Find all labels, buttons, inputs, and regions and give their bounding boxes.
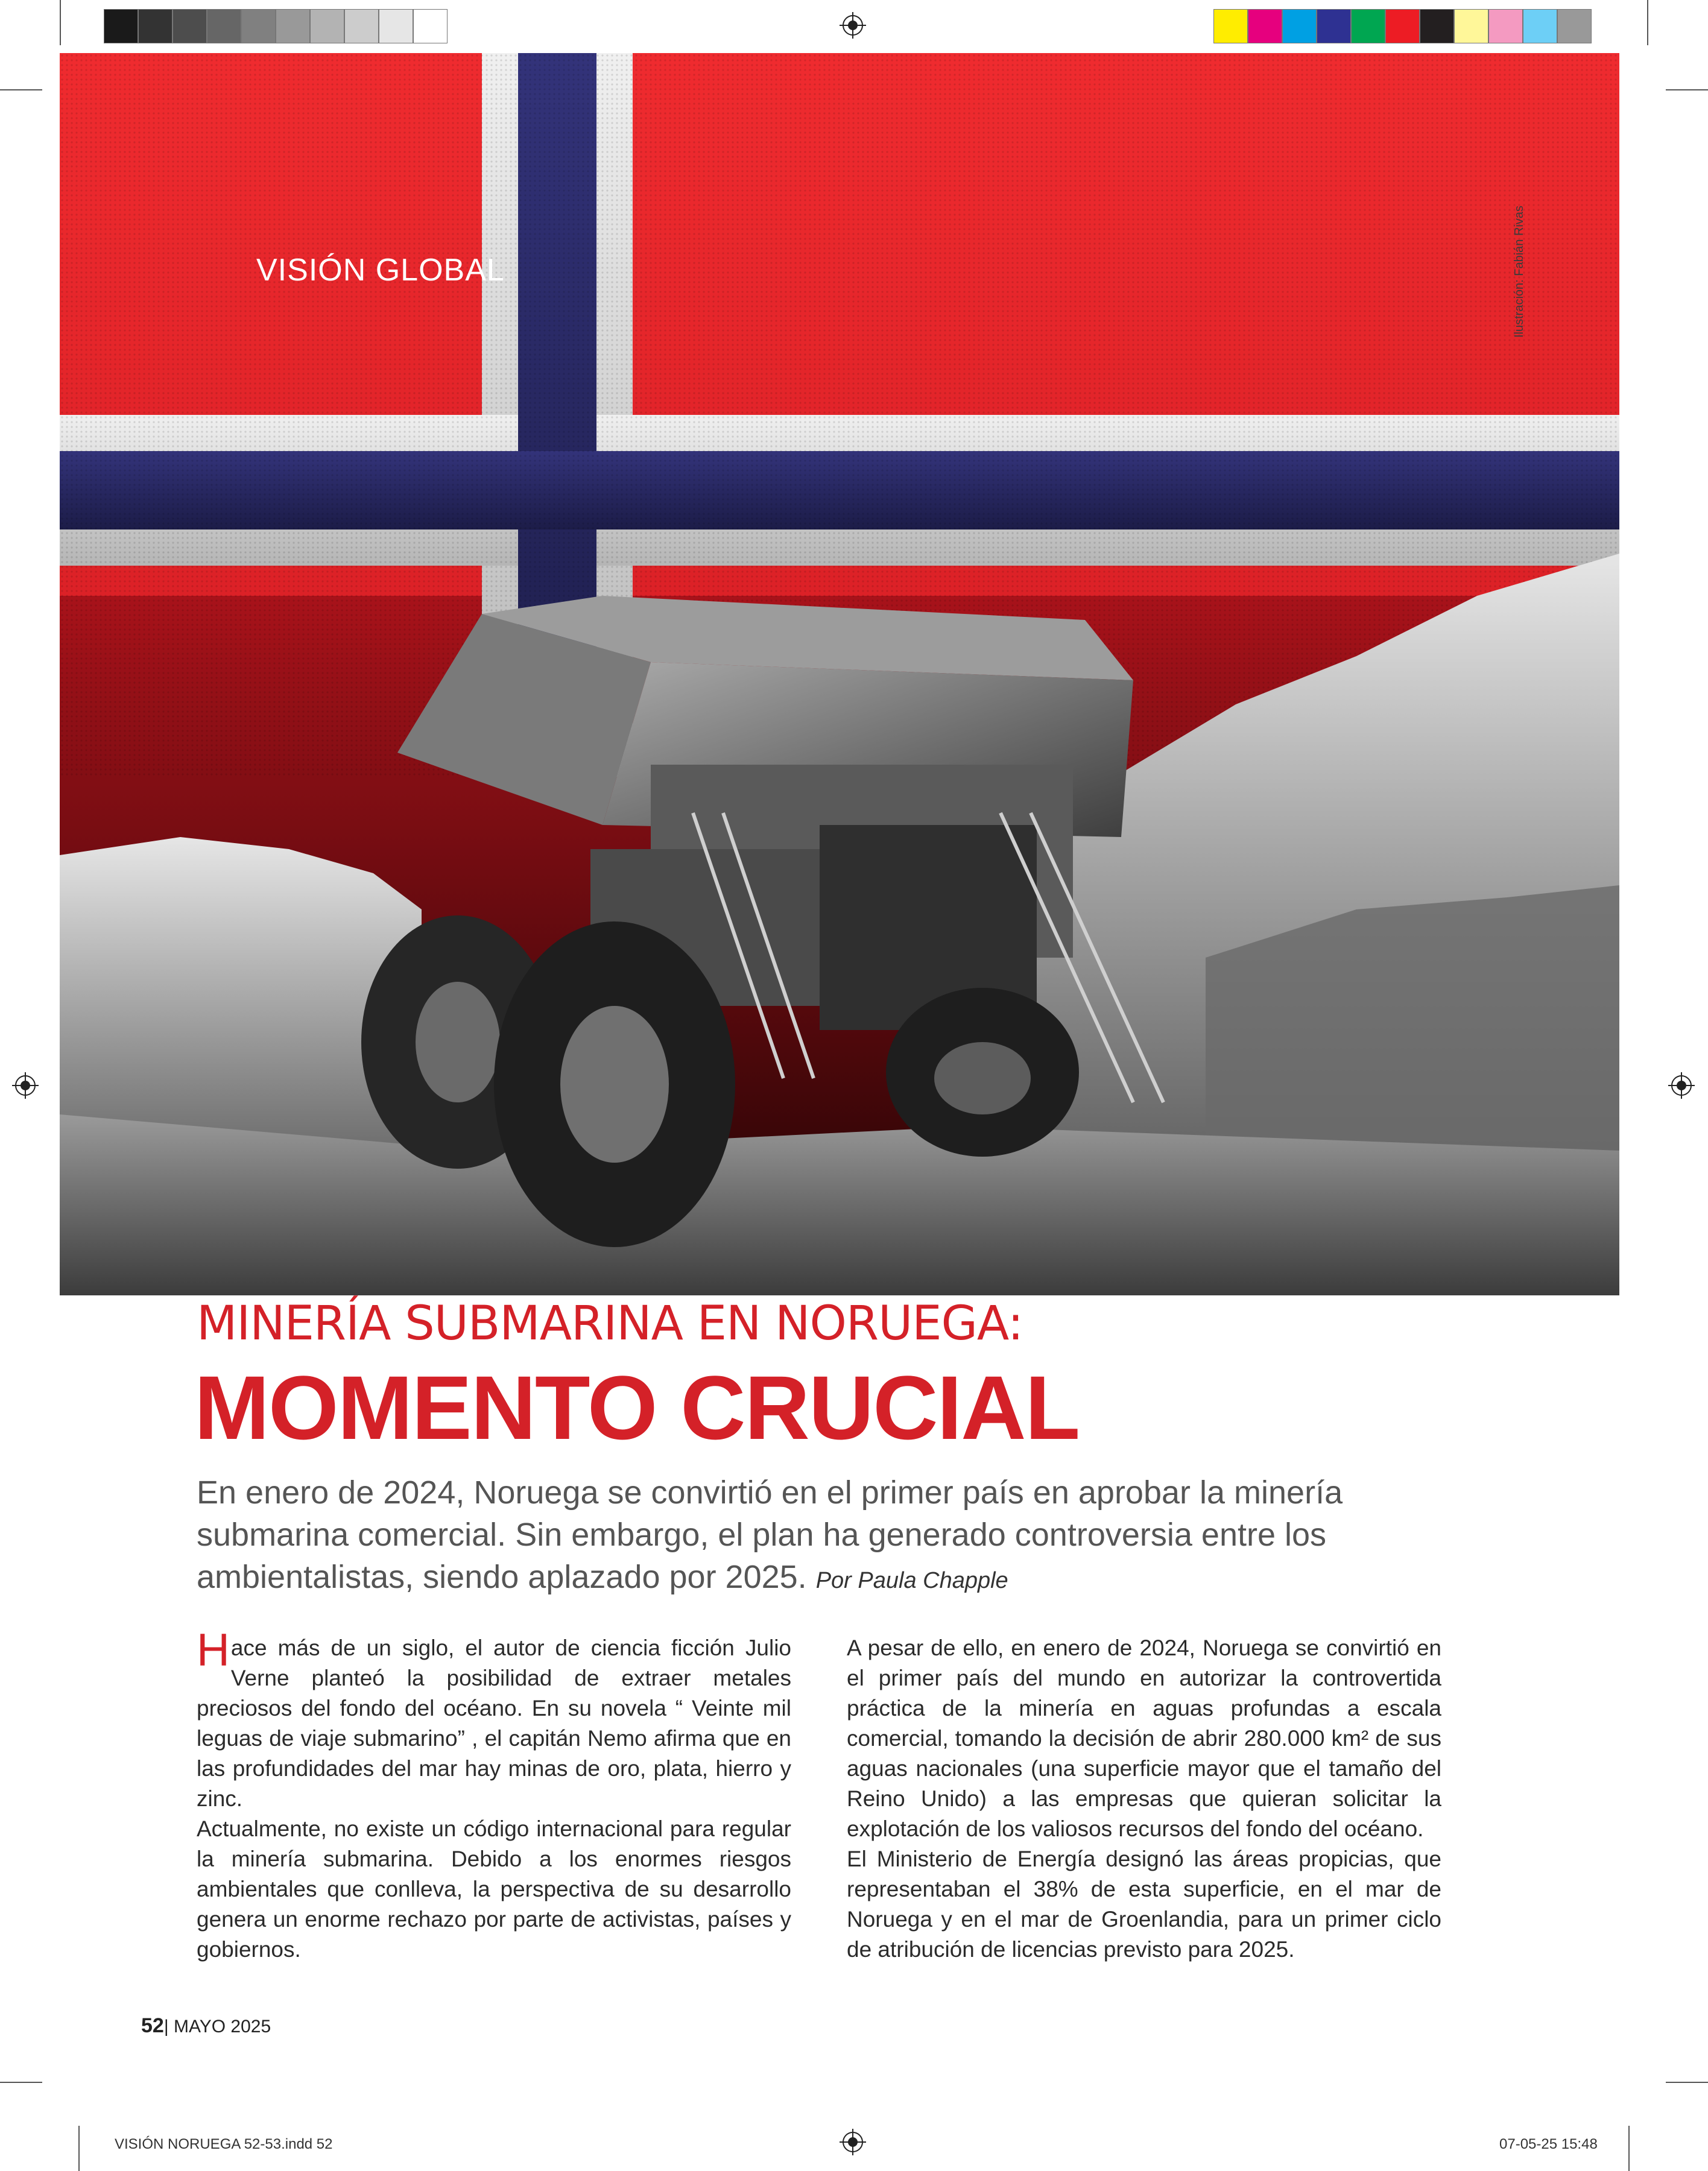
gray-swatch (310, 9, 344, 43)
article-standfirst (197, 1471, 1451, 1602)
crop-mark (0, 2082, 42, 2083)
crop-mark (60, 0, 61, 45)
print-timestamp: 07-05-25 15:48 (1499, 2136, 1598, 2152)
body-paragraph: A pesar de ello, en enero de 2024, Noruega se convirtió en el primer país del mundo en autorizar la controvertida práctica de la minería en aguas profundas a escala comercial, tomando la decisión de abrir 280.000 km² de sus aguas nacionales (una superficie mayor que el tamaño del Reino Unido) a las empresas que quieran solicitar la explotación de los valiosos recursos del fondo del océano. (847, 1635, 1441, 1841)
article-kicker: MINERÍA SUBMARINA EN NORUEGA: (197, 1297, 1023, 1351)
issue-date: | MAYO 2025 (163, 2017, 271, 2037)
crop-mark (0, 89, 42, 90)
color-swatch (1454, 9, 1488, 43)
crop-mark (1647, 0, 1648, 45)
color-swatch (1385, 9, 1420, 43)
page-number: 52 (141, 2014, 164, 2037)
gray-color-bar (104, 9, 448, 45)
color-swatch (1213, 9, 1248, 43)
body-paragraph: El Ministerio de Energía designó las áreas propicias, que representaban el 38% de esta superficie, en el mar de Noruega y en el mar de Groenlandia, para un primer ciclo de atribución de licencias previsto para 2025. (847, 1847, 1441, 1962)
drop-cap: H (197, 1625, 230, 1676)
color-swatch (1523, 9, 1557, 43)
color-swatch (1248, 9, 1282, 43)
color-swatch (1420, 9, 1454, 43)
body-column-1 (197, 1625, 791, 1965)
hero-illustration (60, 53, 1619, 1295)
registration-mark-icon (840, 2129, 866, 2155)
gray-swatch (413, 9, 448, 43)
gray-swatch (104, 9, 138, 43)
norway-flag-mining-truck-illustration (60, 53, 1619, 1295)
standfirst-text: En enero de 2024, Noruega se convirtió en el primer país en aprobar la minería submarina comercial. Sin embargo, el plan ha generado controversia entre los ambientalistas, siendo aplazado por 2025. (197, 1474, 1343, 1595)
cmyk-color-bar (1213, 9, 1592, 45)
body-column-2 (847, 1633, 1441, 1965)
gray-swatch (276, 9, 310, 43)
byline: Por Paula Chapple (815, 1568, 1008, 1593)
color-swatch (1351, 9, 1385, 43)
crop-mark (1666, 89, 1708, 90)
paragraph-text: ace más de un siglo, el autor de ciencia ficción Julio Verne planteó la posibilidad de extraer metales preciosos del fondo del océano. En su novela “ Veinte mil leguas de viaje submarino” , el capitán Nemo afirma que en las profundidades del mar hay minas de oro, plata, hierro y zinc. (197, 1635, 791, 1811)
color-swatch (1488, 9, 1523, 43)
gray-swatch (241, 9, 276, 43)
registration-mark-icon (840, 12, 866, 39)
article-headline: MOMENTO CRUCIAL (194, 1357, 1080, 1458)
crop-mark (78, 2126, 80, 2171)
crop-mark (1628, 2126, 1630, 2171)
file-slug: VISIÓN NORUEGA 52-53.indd 52 (115, 2136, 333, 2152)
gray-swatch (379, 9, 413, 43)
gray-swatch (344, 9, 379, 43)
body-paragraph (197, 1625, 791, 1814)
body-paragraph: Actualmente, no existe un código internacional para regular la minería submarina. Debido a los enormes riesgos ambientales que conlleva, la perspectiva de su desarrollo genera un enorme rechazo por parte de activistas, países y gobiernos. (197, 1816, 791, 1962)
gray-swatch (138, 9, 172, 43)
gray-swatch (207, 9, 241, 43)
color-swatch (1557, 9, 1592, 43)
registration-mark-icon (12, 1072, 39, 1099)
section-label: VISIÓN GLOBAL (256, 253, 505, 288)
registration-mark-icon (1668, 1072, 1695, 1099)
color-swatch (1282, 9, 1317, 43)
page-folio (141, 2014, 271, 2038)
color-swatch (1317, 9, 1351, 43)
crop-mark (1666, 2082, 1708, 2083)
illustration-credit: Ilustración: Fabián Rivas (1513, 206, 1526, 338)
gray-swatch (172, 9, 207, 43)
